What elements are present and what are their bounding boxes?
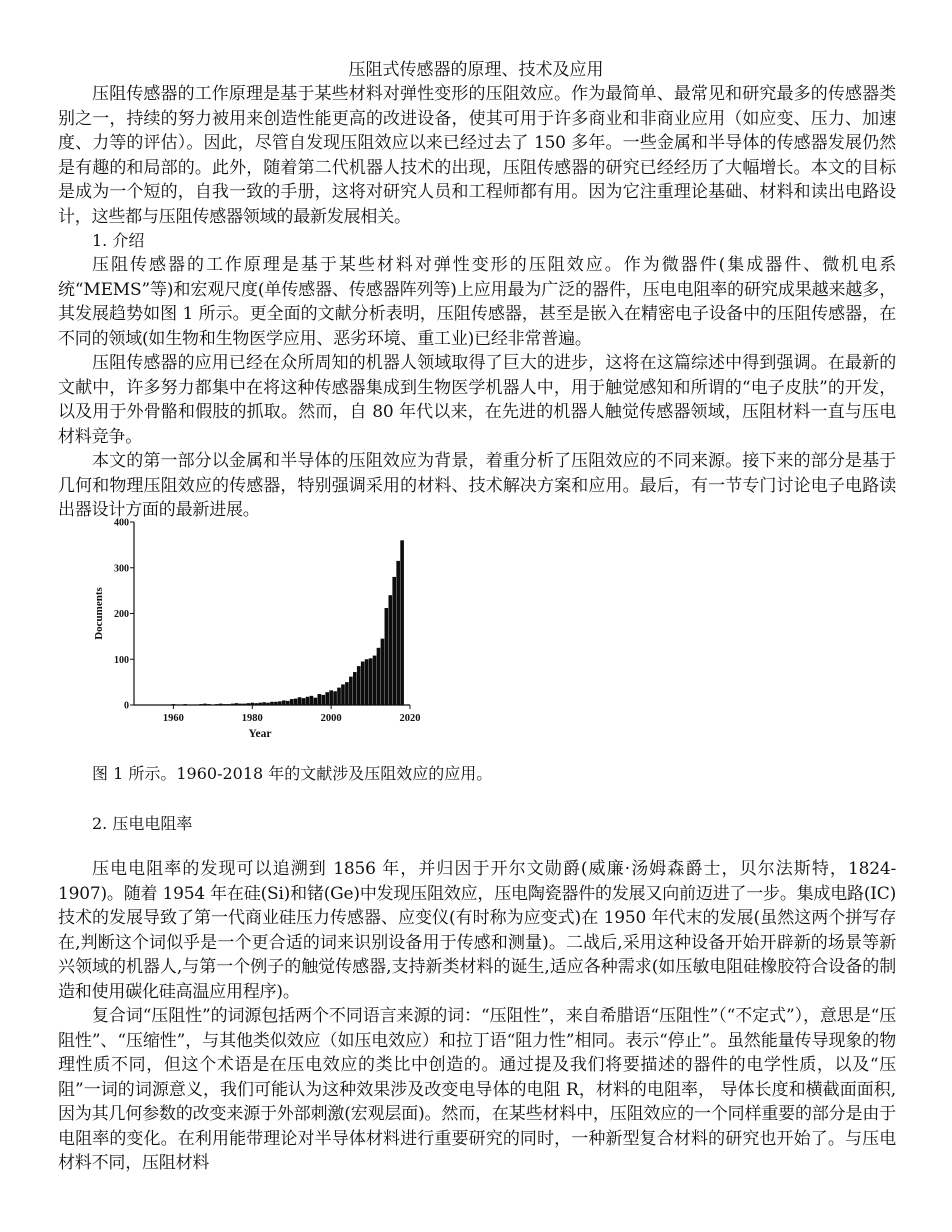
chart-bar [172, 704, 176, 705]
chart-bar [227, 704, 231, 705]
chart-bar [243, 704, 247, 705]
chart-bar [381, 639, 385, 705]
section-1-paragraph-2: 压阻传感器的应用已经在众所周知的机器人领域取得了巨大的进步，这将在这篇综述中得到强调。在最新的文献中，许多努力都集中在将这种传感器集成到生物医学机器人中，用于触觉感知和所谓的“电子皮肤”的开发，以及用于外骨骼和假肢的抓取。然而，自 80 年代以来，在先进的机器人触觉传感器领域，压阻材料一直与压电材料竞争。 [58, 353, 896, 447]
chart-bar [321, 695, 325, 705]
chart-bar [270, 702, 274, 705]
y-tick-label: 400 [114, 517, 129, 529]
chart-bar [183, 704, 187, 705]
x-tick-label: 2020 [399, 713, 420, 724]
chart-bar [353, 672, 357, 705]
chart-bar [262, 702, 266, 705]
x-tick-label: 2000 [320, 713, 342, 724]
chart-bar [294, 699, 298, 705]
chart-bar [349, 677, 353, 705]
document-title: 压阻式传感器的原理、技术及应用 [348, 60, 604, 80]
chart-labels [93, 518, 420, 741]
abstract-block [58, 82, 896, 229]
section-1-paragraph-1: 压阻传感器的工作原理是基于某些材料对弹性变形的压阻效应。作为微器件(集成器件、微机电系统“MEMS”等)和宏观尺度(单传感器、传感器阵列等)上应用最为广泛的器件，压电电阻率的研究成果越来越多，其发展趋势如图 1 所示。更全面的文献分析表明，压阻传感器，甚至是嵌入在精密电子设备中的压阻传感器，在不同的领域(如生物和生物医学应用、恶劣环境、重工业)已经非常普遍。 [58, 255, 896, 349]
chart-bar [318, 694, 322, 705]
chart-bar [373, 656, 377, 705]
section-1-paragraph-3: 本文的第一部分以金属和半导体的压阻效应为背景，着重分析了压阻效应的不同来源。接下来的部分是基于几何和物理压阻效应的传感器，特别强调采用的材料、技术解决方案和应用。最后，有一节专门讨论电子电路读出器设计方面的最新进展。 [58, 451, 896, 520]
chart-bar [329, 690, 333, 705]
chart-bar [369, 658, 373, 705]
chart-bar [282, 700, 286, 705]
chart-bar [274, 702, 278, 705]
chart-bar [365, 659, 369, 705]
abstract-paragraph: 压阻传感器的工作原理是基于某些材料对弹性变形的压阻效应。作为最简单、最常见和研究最多的传感器类别之一，持续的努力被用来创造性能更高的改进设备，使其可用于许多商业和非商业应用（如应变、压力、加速度、力等的评估）。因此，尽管自发现压阻效应以来已经过去了 150 多年。一些金属和半导体的传感器发展仍然是有趣的和局部的。此外，随着第二代机器人技术的出现，压阻传感器的研究已经经历了大幅增长。本文的目标是成为一个短的，自我一致的手册，这将对研究人员和工程师都有用。因为它注重理论基础、材料和读出电路设计，这些都与压阻传感器领域的最新发展相关。 [58, 84, 896, 227]
chart-bar [341, 684, 345, 705]
chart-bar [392, 577, 396, 705]
section-2-heading: 2. 压电电阻率 [92, 814, 193, 833]
section-1-body [58, 253, 896, 523]
chart-bar [247, 703, 251, 705]
chart-bar [254, 703, 258, 705]
chart-bar [290, 699, 294, 705]
section-1-heading: 1. 介绍 [92, 231, 145, 250]
figure-1-caption: 图 1 所示。1960-2018 年的文献涉及压阻效应的应用。 [92, 764, 493, 783]
chart-bar [333, 691, 337, 705]
chart-bar [310, 696, 314, 705]
y-tick-label: 0 [124, 700, 129, 712]
x-tick-label: 1960 [162, 713, 184, 724]
chart-bar [325, 692, 329, 705]
chart-bar [377, 648, 381, 705]
chart-bar [239, 704, 243, 705]
chart-bar [385, 608, 389, 705]
section-2-paragraph-1: 压电电阻率的发现可以追溯到 1856 年，并归因于开尔文勋爵(威廉·汤姆森爵士，贝尔法斯特，1824-1907)。随着 1954 年在硅(Si)和锗(Ge)中发现压阻效应，压电陶瓷器件的发展又向前迈进了一步。集成电路(IC)技术的发展导致了第一代商业硅压力传感器、应变仪(有时称为应变式)在 1950 年代末的发展(虽然这两个拼写存在,判断这个词似乎是一个更合适的词来识别设备用于传感和测量)。二战后,采用这种设备开始开辟新的场景等新兴领域的机器人,与第一个例子的触觉传感器,支持新类材料的诞生,适应各种需求(如压敏电阻硅橡胶符合设备的制造和使用碳化硅高温应用程序)。 [58, 859, 897, 1002]
chart-bar [400, 540, 404, 705]
x-axis-label: Year [248, 728, 272, 740]
chart-bar [298, 697, 302, 705]
y-tick-label: 100 [114, 654, 129, 666]
chart-bar [258, 703, 262, 705]
chart-bar [302, 698, 306, 705]
chart-bar [203, 704, 207, 705]
section-2-paragraph-2: 复合词“压阻性”的词源包括两个不同语言来源的词：“压阻性”，来自希腊语“压阻性”（“不定式”），意思是“压阻性”、“压缩性”，与其他类似效应（如压电效应）和拉丁语“阻力性”相同。表示“停止”。虽然能量传导现象的物理性质不同，但这个术语是在压电效应的类比中创造的。通过提及我们将要描述的器件的电学性质，以及“压阻”一词的词源意义，我们可能认为这种效果涉及改变电导体的电阻 R，材料的电阻率， 导体长度和横截面面积,因为其几何参数的改变来源于外部刺激(宏观层面)。然而，在某些材料中，压阻效应的一个同样重要的部分是由于电阻率的变化。在利用能带理论对半导体材料进行重要研究的同时，一种新型复合材料的研究也开始了。与压电材料不同，压阻材料 [58, 1006, 897, 1173]
chart-bar [199, 704, 203, 705]
chart-bar [388, 595, 392, 705]
chart-bar [266, 703, 270, 705]
chart-bar [314, 698, 318, 705]
chart-bar [215, 704, 219, 705]
chart-bar [250, 703, 254, 705]
chart-bar [396, 561, 400, 705]
chart-bar [219, 704, 223, 705]
chart-bar [235, 703, 239, 705]
chart-bar [223, 704, 227, 705]
section-2-body [58, 857, 896, 1176]
figure-1-bar-chart [90, 512, 420, 744]
chart-bar [345, 682, 349, 705]
chart-bar [357, 666, 361, 705]
chart-bar [207, 704, 211, 705]
y-tick-label: 200 [114, 609, 129, 620]
chart-bar [231, 704, 235, 705]
chart-bar [361, 662, 365, 705]
chart-bar [337, 688, 341, 705]
chart-bar [306, 697, 310, 705]
chart-bars [172, 540, 404, 705]
y-axis-label: Documents [93, 587, 105, 640]
chart-bar [278, 701, 282, 705]
chart-bar [286, 701, 290, 705]
x-tick-label: 1980 [241, 713, 263, 724]
y-tick-label: 300 [114, 563, 129, 575]
